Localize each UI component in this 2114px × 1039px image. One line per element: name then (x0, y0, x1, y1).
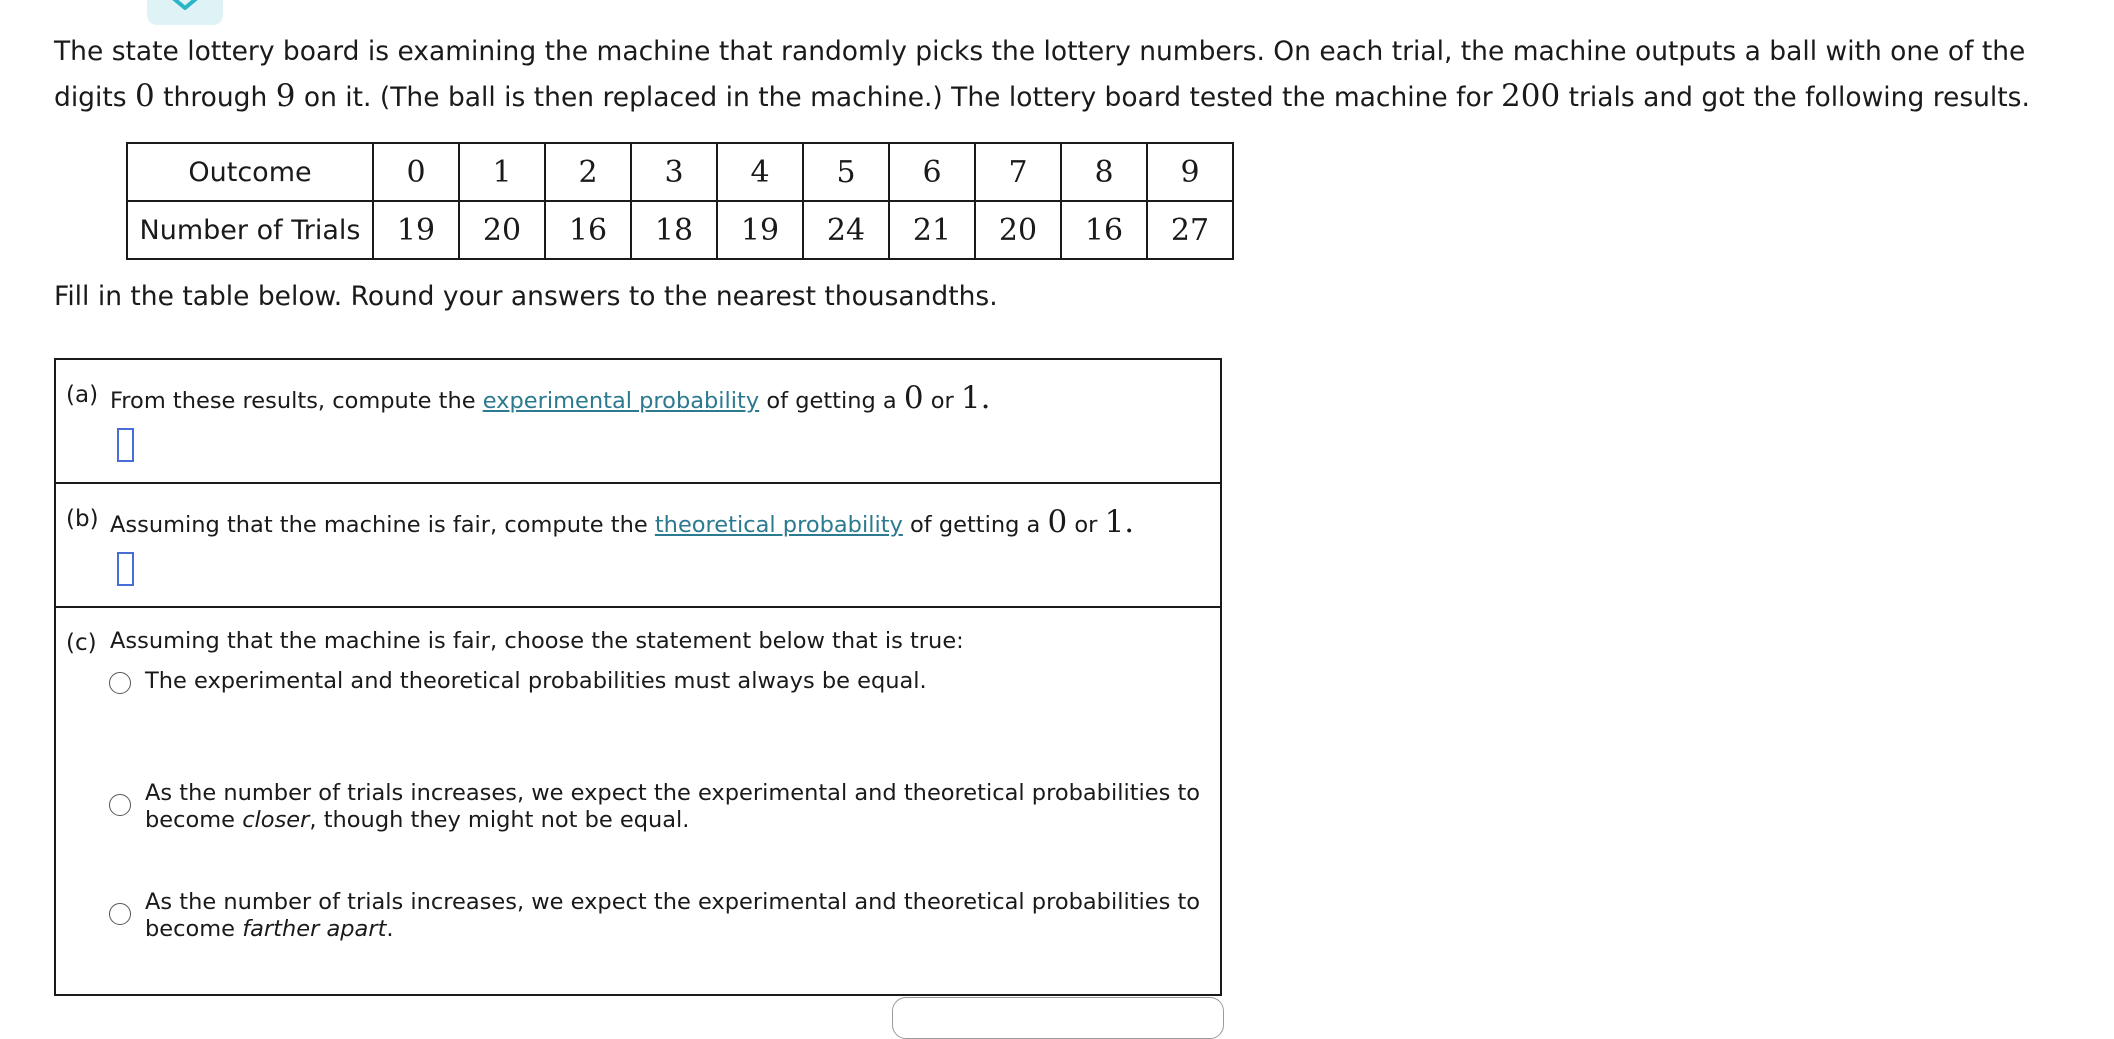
part-a (56, 360, 1220, 484)
outcome-cell: 9 (1147, 143, 1233, 201)
part-a-question (110, 380, 991, 416)
part-a-value-1: 0 (903, 380, 924, 416)
choice-closer-post: , though they might not be equal. (309, 807, 690, 833)
count-cell: 20 (975, 201, 1061, 259)
count-cell: 19 (373, 201, 459, 259)
part-b-question (110, 504, 1134, 540)
choice-closer-text (145, 780, 1200, 834)
chevron-down-icon (169, 0, 201, 12)
problem-text-4: trials and got the following results. (1560, 82, 2030, 113)
part-a-end: . (980, 380, 991, 416)
choice-farther-text (145, 889, 1200, 943)
collapse-tab[interactable] (147, 0, 223, 25)
trials-row (127, 201, 1233, 259)
part-c-label: (c) (66, 630, 97, 656)
part-a-value-2: 1 (960, 380, 981, 416)
choice-farther-line1: As the number of trials increases, we expect the experimental and theoretical probabilities to (145, 889, 1201, 915)
outcome-cell: 3 (631, 143, 717, 201)
part-b-label: (b) (66, 506, 99, 532)
outcome-cell: 4 (717, 143, 803, 201)
count-cell: 19 (717, 201, 803, 259)
bottom-action-button[interactable] (892, 997, 1224, 1039)
part-b-or: or (1067, 512, 1105, 538)
part-b-pre: Assuming that the machine is fair, compute the (110, 512, 655, 538)
choice-closer-line1: As the number of trials increases, we expect the experimental and theoretical probabilities to (145, 780, 1201, 806)
part-c (56, 608, 1220, 994)
count-cell: 24 (803, 201, 889, 259)
choice-farther-pre: become (145, 916, 243, 942)
part-a-pre: From these results, compute the (110, 388, 483, 414)
count-cell: 16 (1061, 201, 1147, 259)
outcome-row (127, 143, 1233, 201)
count-cell: 16 (545, 201, 631, 259)
count-cell: 21 (889, 201, 975, 259)
outcome-cell: 5 (803, 143, 889, 201)
choice-farther-post: . (386, 916, 394, 942)
outcome-cell: 2 (545, 143, 631, 201)
part-b-end: . (1124, 504, 1135, 540)
choice-equal-text: The experimental and theoretical probabilities must always be equal. (145, 668, 927, 694)
problem-statement (54, 30, 2094, 120)
digit-high: 9 (275, 78, 296, 114)
outcome-cell: 6 (889, 143, 975, 201)
choice-farther-radio[interactable] (109, 903, 131, 925)
problem-text-1: The state lottery board is examining the machine that randomly picks the lottery numbers. On each trial, the machine outputs a ball with one of the digits (54, 36, 2026, 113)
part-a-mid: of getting a (759, 388, 904, 414)
trial-count: 200 (1501, 78, 1561, 114)
count-cell: 20 (459, 201, 545, 259)
part-a-label: (a) (66, 382, 99, 408)
choice-closer-pre: become (145, 807, 243, 833)
trials-header: Number of Trials (127, 201, 373, 259)
outcome-cell: 7 (975, 143, 1061, 201)
choice-closer-radio[interactable] (109, 794, 131, 816)
part-b-value-1: 0 (1047, 504, 1068, 540)
problem-text-3: on it. (The ball is then replaced in the machine.) The lottery board tested the machine for (295, 82, 1502, 113)
count-cell: 27 (1147, 201, 1233, 259)
problem-text-2: through (154, 82, 276, 113)
outcome-cell: 8 (1061, 143, 1147, 201)
part-b-mid: of getting a (902, 512, 1048, 538)
part-b (56, 484, 1220, 608)
count-cell: 18 (631, 201, 717, 259)
outcome-header: Outcome (127, 143, 373, 201)
results-table (126, 142, 1234, 260)
part-b-value-2: 1 (1104, 504, 1125, 540)
question-box (54, 358, 1222, 996)
experimental-probability-link[interactable]: experimental probability (482, 388, 760, 414)
part-c-question: Assuming that the machine is fair, choose the statement below that is true: (110, 628, 964, 654)
part-b-answer-input[interactable] (117, 552, 134, 586)
outcome-cell: 1 (459, 143, 545, 201)
part-a-or: or (923, 388, 961, 414)
part-a-answer-input[interactable] (117, 428, 134, 462)
outcome-cell: 0 (373, 143, 459, 201)
theoretical-probability-link[interactable]: theoretical probability (654, 512, 903, 538)
choice-farther-em: farther apart (242, 916, 387, 942)
choice-equal-radio[interactable] (109, 672, 131, 694)
digit-low: 0 (135, 78, 155, 114)
instruction-text: Fill in the table below. Round your answers to the nearest thousandths. (54, 281, 998, 312)
choice-closer-em: closer (242, 807, 310, 833)
